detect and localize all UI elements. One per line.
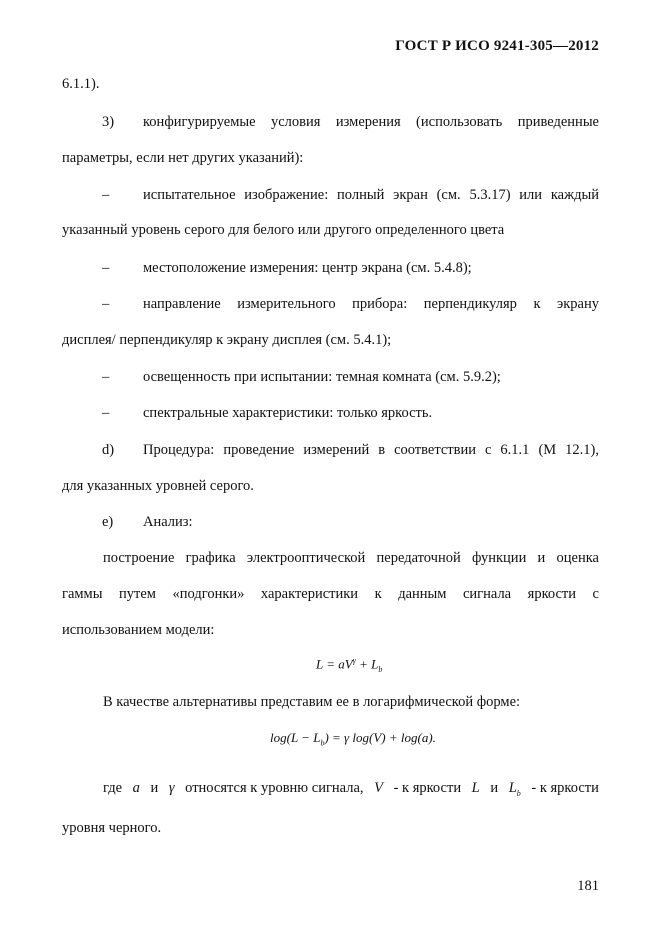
symbol-gamma: γ [168, 780, 175, 796]
text-line: Процедура: проведение измерений в соответствии с 6.1.1 (М 12.1), [143, 442, 599, 458]
text-line: использованием модели: [62, 622, 215, 638]
text-word: и [490, 780, 499, 796]
symbol-V: V [374, 780, 383, 796]
formula-part: + L [359, 656, 379, 672]
text-line: направление измерительного прибора: перпендикуляр к экрану [143, 296, 599, 312]
text-line: параметры, если нет других указаний): [62, 150, 304, 166]
page-number: 181 [577, 878, 599, 894]
text-line: для указанных уровней серого. [62, 478, 254, 494]
formula-log [270, 730, 436, 748]
bullet-dash: – [102, 405, 110, 421]
bullet-dash: – [102, 369, 110, 385]
bullet-dash: – [102, 296, 110, 312]
symbol-L: L [471, 780, 480, 796]
text-word: относятся к уровню сигнала, [185, 780, 364, 796]
symbol-Lb: $L_b$ [508, 780, 521, 798]
formula-subscript: b [320, 738, 325, 748]
text-line: конфигурируемые условия измерения (использовать приведенные [143, 114, 599, 130]
symbol-a: a [132, 780, 140, 796]
text-line: 6.1.1). [62, 76, 100, 92]
text-line: Анализ: [143, 514, 193, 530]
text-line: гаммы путем «подгонки» характеристики к данным сигнала яркости с [62, 586, 599, 602]
text-line: спектральные характеристики: только яркость. [143, 405, 433, 421]
formula-part: L = aV [316, 656, 353, 672]
where-line [103, 778, 599, 804]
list-number: e) [102, 514, 114, 530]
text-word: - к яркости [393, 780, 462, 796]
formula-model [316, 656, 382, 674]
formula-part: ) = γ log(V) + log(a). [324, 730, 436, 745]
formula-subscript: b [378, 664, 383, 674]
text-line: построение графика электрооптической передаточной функции и оценка [103, 550, 599, 566]
text-word: - к яркости [531, 780, 599, 796]
text-line: испытательное изображение: полный экран (см. 5.3.17) или каждый [143, 187, 599, 203]
document-header: ГОСТ Р ИСО 9241-305—2012 [395, 38, 599, 54]
formula-superscript: γ [352, 656, 356, 665]
bullet-dash: – [102, 187, 110, 203]
text-word: и [150, 780, 159, 796]
text-line: местоположение измерения: центр экрана (см. 5.4.8); [143, 260, 472, 276]
symbol-Lb-subscript: b [516, 788, 521, 798]
bullet-dash: – [102, 260, 110, 276]
text-line: дисплея/ перпендикуляр к экрану дисплея (см. 5.4.1); [62, 332, 392, 348]
text-line: указанный уровень серого для белого или другого определенного цвета [62, 222, 505, 238]
list-number: d) [102, 442, 115, 458]
text-line: освещенность при испытании: темная комната (см. 5.9.2); [143, 369, 501, 385]
text-line: уровня черного. [62, 820, 162, 836]
text-line: В качестве альтернативы представим ее в логарифмической форме: [103, 694, 521, 710]
text-word: где [103, 780, 123, 796]
formula-part: log(L − L [270, 730, 321, 745]
list-number: 3) [102, 114, 115, 130]
